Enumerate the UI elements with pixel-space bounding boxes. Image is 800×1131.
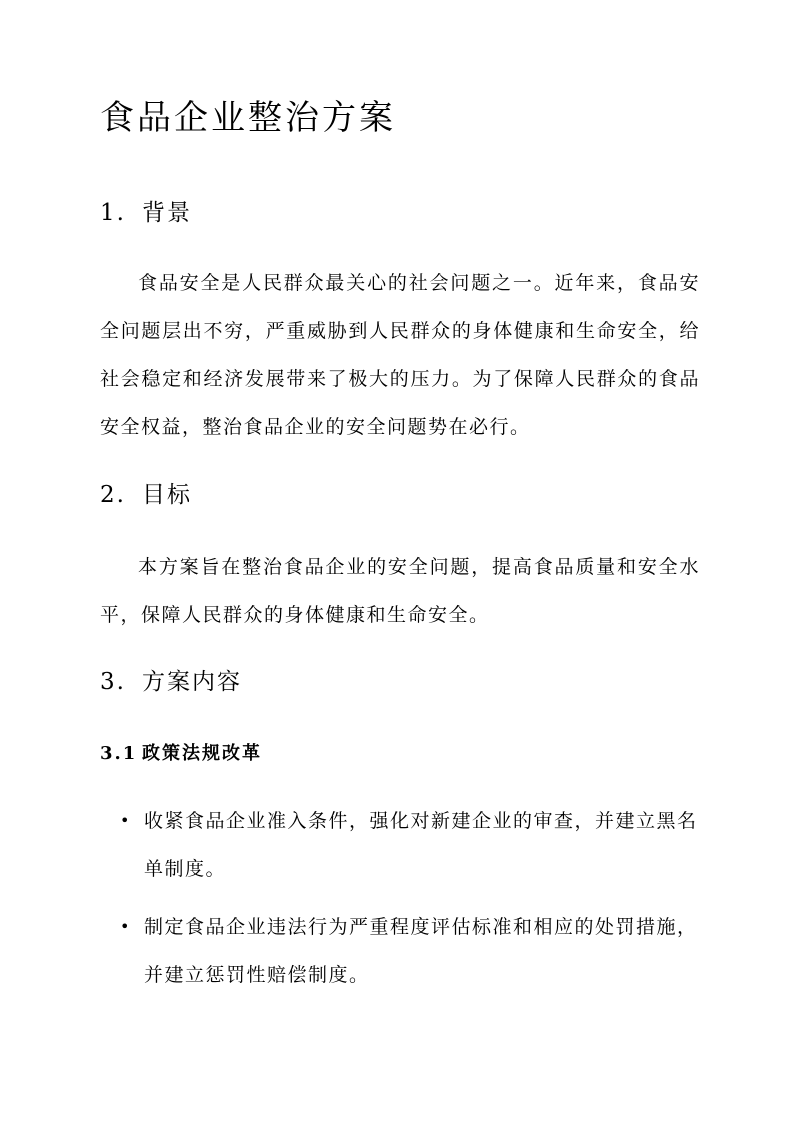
section-title: 目标 [142, 482, 192, 508]
list-item [100, 903, 700, 999]
section-heading-plan [100, 665, 242, 699]
bullet-icon: • [120, 917, 131, 936]
bullet-icon: • [120, 811, 131, 830]
section-number: 3. [100, 669, 126, 695]
section-heading-goal [100, 478, 192, 512]
subsection-heading-policy-reform [100, 740, 262, 768]
section-paragraph-goal: 本方案旨在整治食品企业的安全问题，提高食品质量和安全水平，保障人民群众的身体健康和生命安全。 [100, 556, 700, 626]
subsection-number: 3.1 [100, 743, 138, 764]
section-title: 背景 [142, 200, 192, 226]
list-item-text: 制定食品企业违法行为严重程度评估标准和相应的处罚措施，并建立惩罚性赔偿制度。 [144, 916, 698, 986]
list-item [100, 797, 700, 893]
section-title: 方案内容 [142, 669, 242, 695]
list-item-text: 收紧食品企业准入条件，强化对新建企业的审查，并建立黑名单制度。 [144, 810, 698, 880]
section-number: 1. [100, 200, 126, 226]
section-paragraph-background: 食品安全是人民群众最关心的社会问题之一。近年来，食品安全问题层出不穷，严重威胁到人民群众的身体健康和生命安全，给社会稳定和经济发展带来了极大的压力。为了保障人民群众的食品安全权益，整治食品企业的安全问题势在必行。 [100, 272, 700, 438]
document-title: 食品企业整治方案 [100, 98, 396, 138]
section-heading-background [100, 196, 192, 230]
subsection-title: 政策法规改革 [142, 743, 262, 764]
policy-reform-bullet-list [100, 797, 700, 1009]
section-number: 2. [100, 482, 126, 508]
